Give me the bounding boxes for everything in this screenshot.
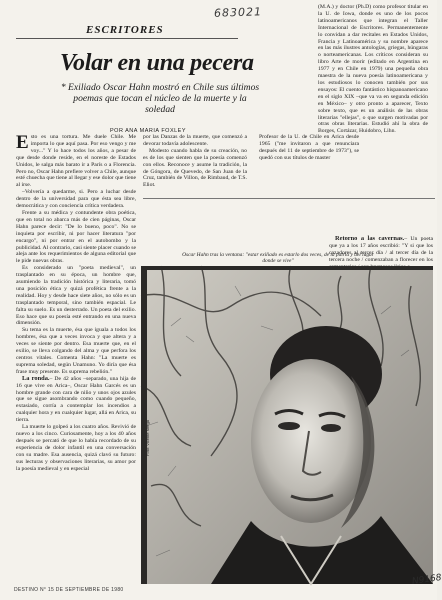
handwritten-mark: N9168: [411, 572, 442, 588]
paragraph: La muerte lo golpeó a los cuatro años. Revivió de nuevo a los cinco. Curiosamente, hoy a los 40 años después se percató de que lo había recordado de su experiencia de dolor infantil en una conversación con su madre. Esa ausencia, quizá clavó su futuro: sus lecturas y observaciones literarias, su amor por la poesía medieval y en especial: [16, 424, 136, 472]
paragraph: por las Danzas de la muerte, que comenzó a devorar todavía adolescente.: [143, 134, 247, 147]
section-divider: [16, 38, 238, 39]
paragraph: Su tema es la muerte, ésa que iguala a todos los hombres, ésa que a veces invoca y que altera y a veces se siente por dentro. Esa muerte que, en el exilio, se lleva colgando del alma y que perfora los centros vitales. Comenta Hahn: "La muerte es suprema soledad, según Unamuno. Yo diría que ésa frase muy presente. Es suprema rebelión.": [16, 327, 136, 375]
paragraph: – De 42 años –separado, una hija de 16 que vive en Arica–, Oscar Hahn Garcés es un hombre grande con cara de niño y unos ojos azules que se sigue asombrando como cuando pequeño, extasiado, corría a contemplar los incendios a cualquier hora y en cualquier lugar, allá en Arica, su tierra.: [16, 375, 136, 424]
photo-illustration: [141, 266, 433, 584]
paragraph: – Un poeta que ya a los 17 años escribió: "Y si que los cazadores al tercer día / al tercer día de la tercera noche / comenzaban a florecer en los: [329, 236, 433, 263]
page-footer: DESTINO N° 15 DE SEPTIEMBRE DE 1980: [14, 587, 124, 593]
paragraph: Frente a su médica y contundente obra poética, que en total no abarca más de cien páginas, Oscar Hahn parece decir: "De lo bueno, poco". No se inquieta por escribir, ni por hacer literatura "por encargo", ni por entrar en el autobombo y la publicidad. Al contrario, casi siente placer cuando se aleja ante los requerimientos de alguna editorial que le pide nuevas obras.: [16, 209, 136, 265]
author-photo: [141, 266, 433, 584]
paragraph: Modesto cuando habla de su creación, no es de los que sienten que la poesía comenzó con ellos. Reconoce y asume la tradición, la de Góngora, de Quevedo, de San Juan de la Cruz, también de Villon, de Rimbaud, de T.S. Eliot.: [143, 147, 247, 189]
article-column-4: [318, 4, 428, 230]
paragraph: Es considerado un "poeta medieval", un trasplantado en su época, un hombre que, asumiendo la tradición histórica y literaria, tomó una posición ética y quizá profética frente a la realidad. Hoy y desde hace siete años, no sólo es un trasplantado temporal, sino también espacial. Le falta su suelo. Es un desterrado. Un poeta del exilio. Eso hace que su poesía esté entrando en una nueva dimensión.: [16, 265, 136, 327]
paragraph: sto es una tortura. Me duele Chile. Me importa lo que aquí pasa. Por eso vengo y me voy..." Y lo hace todos los años, a pesar de que desde donde reside, en el noreste de Estados Unidos, le salga más barato ir a París o a Florencia. Pero no, Oscar Hahn prefiere volver a Chile, aunque esté chuecha que tiene al llegar y ese dolor que tiene al irse.: [16, 134, 136, 189]
article-column-1: [16, 134, 136, 584]
byline: POR ANA MARIA FOXLEY: [110, 128, 187, 134]
article-column-2: [143, 134, 247, 194]
section-label: ESCRITORES: [86, 24, 164, 36]
paragraph: Profesor de la U. de Chile en Arica desde 1965 ("me invitaron a que renunciara después del 11 de septiembre de 1973"), se quedó con sus títulos de master: [259, 134, 359, 161]
paragraph: (M.A.) y doctor (Ph.D) como profesor titular en la U. de Iowa, donde es uno de los pocos latinoamericanos que integran el Taller Internacional de Escritores. Permanentemente lo convidan a dar recitales en Estados Unidos, Francia y Latinoamérica y su nombre aparece en las más ilustres antologías, griegas, húngaras o norteamericanas. Los críticos consideran su libro Arte de morir (editado en Argentina en 1977 y en Chile en 1979) una pequeña obra maestra de la nueva poesía latinoamericana y los estudiosos lo conocen también por sus ensayos: El cuento fantástico hispanoamericano en el siglo XIX –que va va en segunda edición en México– y otro pronto a aparecer, Texto sobre texto, que es un análisis de las obras literarias "ellejas", o que surgen motivadas por otras obras literarias. Estudió ahí la obra de Borges, Cortázar, Huidobro, Lihn.: [318, 4, 428, 135]
archive-number: 683021: [213, 5, 263, 20]
headline: Volar en una pecera: [60, 50, 254, 76]
paragraph: –Volvería a quedarme, si. Pero a luchar desde dentro de la universidad para que ésta sea libre, democrática y con conciencia crítica verdadera.: [16, 189, 136, 210]
inline-subhead: Retorno a las cavernas.: [335, 235, 405, 242]
photo-credit: Foto: Vicente Mérga: [145, 420, 150, 456]
rule-line: [143, 198, 435, 200]
inline-subhead: La ronda.: [22, 374, 50, 382]
subheadline: * Exiliado Oscar Hahn mostró en Chile sus últimos poemas que tocan el núcleo de la muerte y la soledad: [60, 82, 260, 115]
drop-cap: E: [16, 132, 29, 153]
photo-caption: Oscar Hahn tras la ventana: "estar exiliado es estarlo dos veces, de la patria y del lugar donde se vive": [182, 252, 374, 265]
